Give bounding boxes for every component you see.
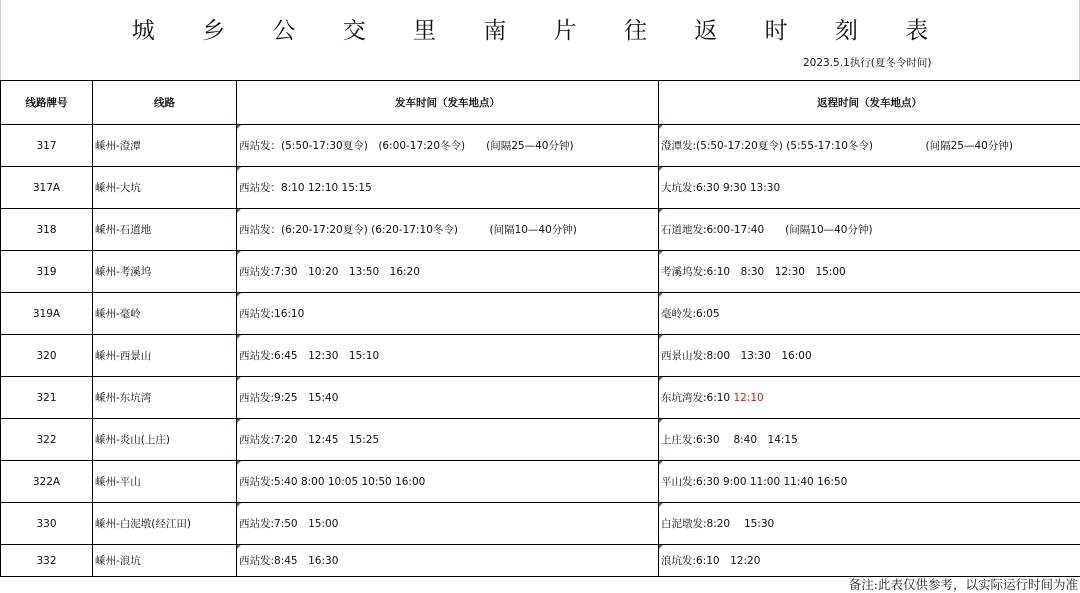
return-time-highlight: 12:10 — [733, 392, 763, 404]
return-times: 考溪坞发:6:10 8:30 12:30 15:00 — [659, 251, 1080, 293]
depart-times: 西站发:9:25 15:40 — [237, 377, 659, 419]
page-title: 城 乡 公 交 里 南 片 往 返 时 刻 表 — [0, 12, 1080, 45]
table-row — [1, 167, 1080, 209]
route-name: 嵊州-石道地 — [93, 209, 237, 251]
return-times: 澄潭发:(5:50-17:20夏令) (5:55-17:10冬令) (间隔25—40分钟) — [659, 125, 1080, 167]
route-name: 嵊州-西景山 — [93, 335, 237, 377]
route-code: 332 — [1, 545, 93, 577]
route-code: 330 — [1, 503, 93, 545]
return-times: 平山发:6:30 9:00 11:00 11:40 16:50 — [659, 461, 1080, 503]
timetable — [0, 80, 1080, 577]
return-times: 大坑发:6:30 9:30 13:30 — [659, 167, 1080, 209]
return-times-text: 东坑湾发:6:10 — [661, 392, 730, 404]
header-row — [1, 81, 1080, 125]
return-times: 西景山发:8:00 13:30 16:00 — [659, 335, 1080, 377]
table-row — [1, 545, 1080, 577]
route-code: 317 — [1, 125, 93, 167]
return-times: 浪坑发:6:10 12:20 — [659, 545, 1080, 577]
return-times: 上庄发:6:30 8:40 14:15 — [659, 419, 1080, 461]
depart-times: 西站发：(6:20-17:20夏令) (6:20-17:10冬令) (间隔10—40分钟) — [237, 209, 659, 251]
depart-times: 西站发:7:30 10:20 13:50 16:20 — [237, 251, 659, 293]
route-name: 嵊州-澄潭 — [93, 125, 237, 167]
route-name: 嵊州-浪坑 — [93, 545, 237, 577]
route-name: 嵊州-毫岭 — [93, 293, 237, 335]
depart-times: 西站发:6:45 12:30 15:10 — [237, 335, 659, 377]
table-row — [1, 251, 1080, 293]
route-code: 321 — [1, 377, 93, 419]
depart-times: 西站发:7:50 15:00 — [237, 503, 659, 545]
table-row — [1, 335, 1080, 377]
return-times: 石道地发:6:00-17:40 (间隔10—40分钟) — [659, 209, 1080, 251]
route-name: 嵊州-炎山(上庄) — [93, 419, 237, 461]
depart-times: 西站发:16:10 — [237, 293, 659, 335]
route-name: 嵊州-考溪坞 — [93, 251, 237, 293]
table-row — [1, 377, 1080, 419]
footnote: 备注:此表仅供参考，以实际运行时间为准 — [849, 575, 1078, 593]
route-code: 322A — [1, 461, 93, 503]
route-code: 319A — [1, 293, 93, 335]
depart-times: 西站发:5:40 8:00 10:05 10:50 16:00 — [237, 461, 659, 503]
route-code: 322 — [1, 419, 93, 461]
depart-times: 西站发：(5:50-17:30夏令) (6:00-17:20冬令) (间隔25—40分钟) — [237, 125, 659, 167]
table-row — [1, 209, 1080, 251]
table-row — [1, 419, 1080, 461]
route-name: 嵊州-白泥墩(经江田) — [93, 503, 237, 545]
table-row — [1, 293, 1080, 335]
header-route: 线路 — [93, 81, 237, 125]
route-code: 320 — [1, 335, 93, 377]
route-code: 319 — [1, 251, 93, 293]
depart-times: 西站发:7:20 12:45 15:25 — [237, 419, 659, 461]
route-name: 嵊州-大坑 — [93, 167, 237, 209]
depart-times: 西站发:8:45 16:30 — [237, 545, 659, 577]
header-code: 线路牌号 — [1, 81, 93, 125]
effective-date: 2023.5.1执行(夏冬令时间) — [803, 55, 931, 70]
return-times — [659, 377, 1080, 419]
return-times: 白泥墩发:8:20 15:30 — [659, 503, 1080, 545]
route-name: 嵊州-平山 — [93, 461, 237, 503]
depart-times: 西站发：8:10 12:10 15:15 — [237, 167, 659, 209]
route-code: 317A — [1, 167, 93, 209]
header-return: 返程时间（发车地点） — [659, 81, 1080, 125]
return-times: 毫岭发:6:05 — [659, 293, 1080, 335]
table-row — [1, 125, 1080, 167]
route-code: 318 — [1, 209, 93, 251]
header-depart: 发车时间（发车地点） — [237, 81, 659, 125]
table-row — [1, 503, 1080, 545]
route-name: 嵊州-东坑湾 — [93, 377, 237, 419]
table-row — [1, 461, 1080, 503]
